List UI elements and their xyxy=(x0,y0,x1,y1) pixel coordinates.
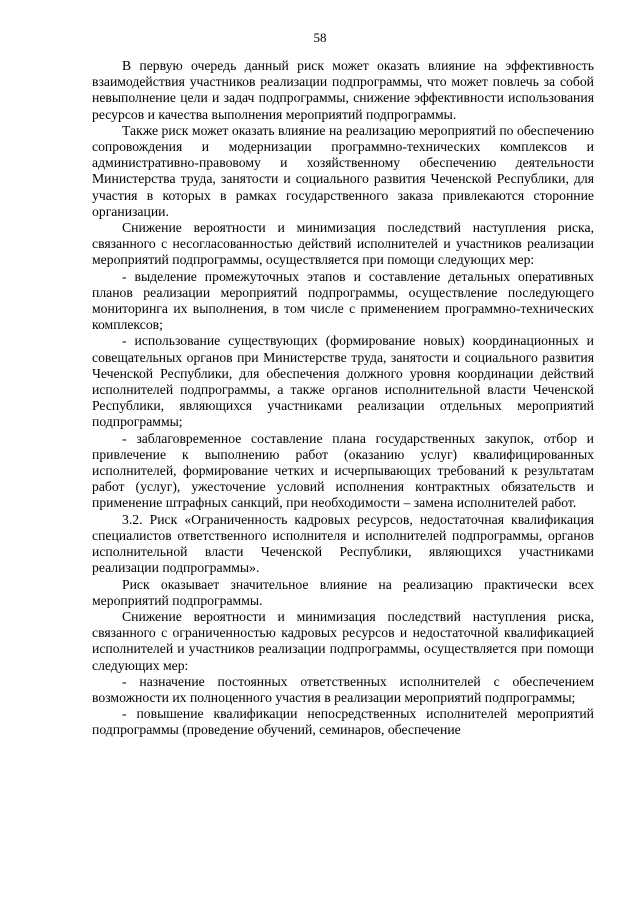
page-number: 58 xyxy=(313,30,327,45)
list-item-procurement-plan: - заблаговременное составление плана государственных закупок, отбор и привлечение к выполнению работ (оказанию услуг) квалифицированных исполнителей, формирование четких и исчерпывающих требований к результатам работ (услуг), ужесточение условий исполнения контрактных обязательств и применение штрафных санкций, при необходимости – замена исполнителей работ. xyxy=(92,430,594,511)
paragraph-risk-influence: Также риск может оказать влияние на реализацию мероприятий по обеспечению сопровождения и модернизации программно-технических комплексов и административно-правовому и хозяйственному обеспечению деятельности Министерства труда, занятости и социального развития Чеченской Республики, для участия в которых в рамках государственного заказа привлекаются сторонние организации. xyxy=(92,122,594,219)
paragraph-risk-3-2-mitigation-intro: Снижение вероятности и минимизация последствий наступления риска, связанного с ограниченностью кадровых ресурсов и недостаточной квалификацией исполнителей и участников реализации подпрограммы, осуществляется при помощи следующих мер: xyxy=(92,608,594,673)
paragraph-risk-3-2-impact: Риск оказывает значительное влияние на реализацию практически всех мероприятий подпрограммы. xyxy=(92,576,594,608)
list-item-permanent-executors: - назначение постоянных ответственных исполнителей с обеспечением возможности их полноценного участия в реализации мероприятий подпрограммы; xyxy=(92,673,594,705)
paragraph-risk-impact: В первую очередь данный риск может оказать влияние на эффективность взаимодействия участников реализации подпрограммы, что может повлечь за собой невыполнение цели и задач подпрограммы, снижение эффективности использования ресурсов и качества выполнения мероприятий подпрограммы. xyxy=(92,58,594,122)
list-item-qualification-upgrade: - повышение квалификации непосредственных исполнителей мероприятий подпрограммы (проведение обучений, семинаров, обеспечение xyxy=(92,706,594,738)
page-body xyxy=(92,58,594,739)
list-item-coordination-bodies: - использование существующих (формирование новых) координационных и совещательных органов при Министерстве труда, занятости и социального развития Чеченской Республики, для обеспечения должного уровня координации действий исполнителей подпрограммы, а также органов исполнительной власти Чеченской Республики, являющихся участниками реализации отдельных мероприятий подпрограммы; xyxy=(92,333,594,430)
paragraph-risk-mitigation-intro: Снижение вероятности и минимизация последствий наступления риска, связанного с несогласованностью действий исполнителей и участников реализации мероприятий подпрограммы, осуществляется при помощи следующих мер: xyxy=(92,220,594,268)
list-item-intermediate-stages: - выделение промежуточных этапов и составление детальных оперативных планов реализации мероприятий подпрограммы, осуществление последующего мониторинга их выполнения, в том числе с применением программно-технических комплексов; xyxy=(92,268,594,333)
paragraph-risk-3-2-title: 3.2. Риск «Ограниченность кадровых ресурсов, недостаточная квалификация специалистов ответственного исполнителя и исполнителей подпрограммы, органов исполнительной власти Чеченской Республики, являющихся участниками реализации подпрограммы». xyxy=(92,511,594,576)
